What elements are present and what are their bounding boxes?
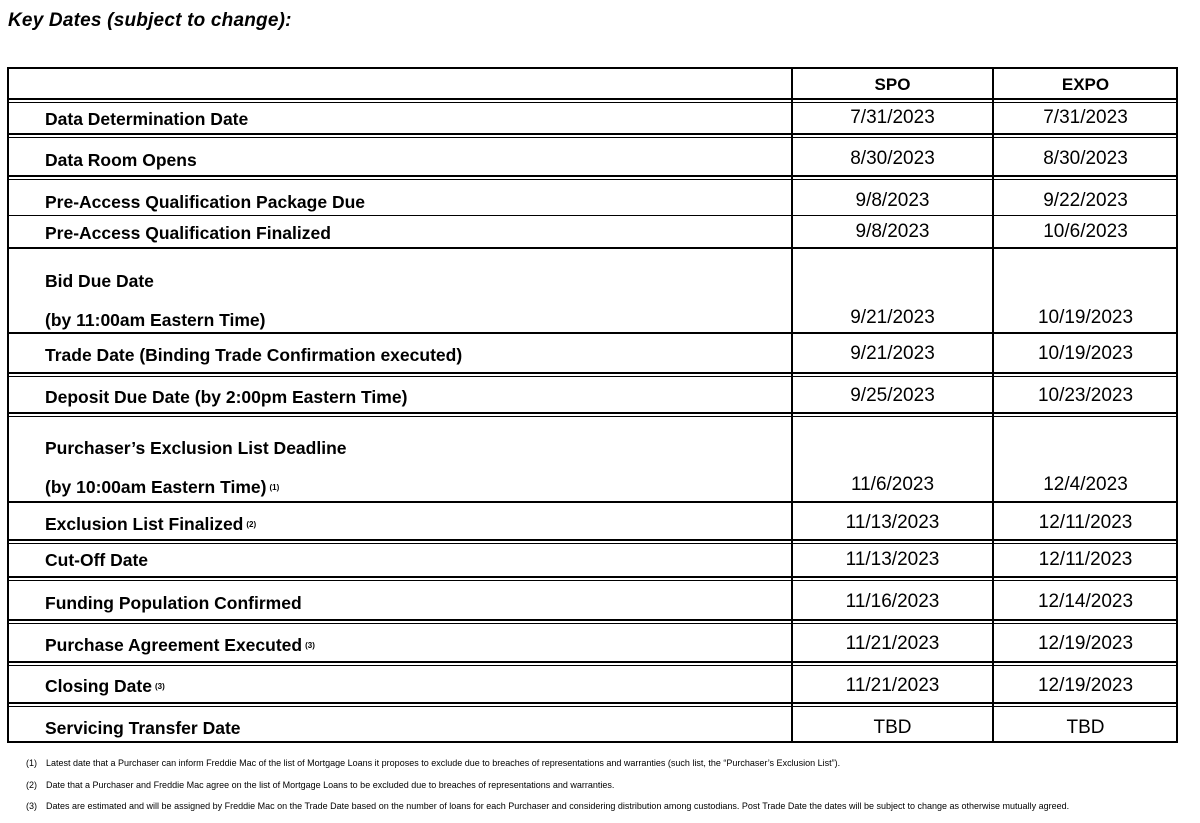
footnote-ref: (2) [246, 520, 257, 529]
row-divider [9, 539, 1176, 541]
row-divider [9, 247, 1176, 249]
footnote-ref: (3) [305, 641, 315, 650]
row-divider [9, 332, 1176, 334]
row-label: Cut-Off Date [45, 550, 149, 570]
row-divider [9, 376, 1176, 377]
column-header-spo: SPO [874, 75, 911, 94]
spo-date: 9/25/2023 [850, 385, 935, 406]
row-divider [9, 372, 1176, 374]
row-label: Purchaser’s Exclusion List Deadline [45, 438, 347, 458]
row-divider [9, 412, 1176, 414]
spo-date: 9/21/2023 [850, 307, 935, 328]
row-divider [9, 623, 1176, 624]
spo-date: 9/8/2023 [855, 190, 930, 211]
row-divider [9, 619, 1176, 621]
expo-date: 10/23/2023 [1037, 385, 1134, 406]
footnote-ref: (1) [269, 483, 280, 492]
expo-date: 12/11/2023 [1038, 549, 1133, 570]
row-label: Data Determination Date [45, 109, 249, 129]
row-divider [9, 661, 1176, 663]
expo-date: 12/4/2023 [1043, 474, 1128, 495]
row-label: Servicing Transfer Date [45, 718, 241, 738]
row-label: Funding Population Confirmed [45, 593, 302, 613]
footnote-2: (2) Date that a Purchaser and Freddie Mac agree on the list of Mortgage Loans to be excluded due to breaches of representations and warranties. [26, 780, 615, 790]
row-divider [9, 215, 1176, 216]
row-label: Deposit Due Date (by 2:00pm Eastern Time) [45, 387, 408, 407]
row-divider [9, 501, 1176, 503]
spo-date: 11/6/2023 [850, 474, 935, 495]
expo-date: TBD [1066, 717, 1105, 738]
row-divider [9, 665, 1176, 666]
footnote-ref: (3) [154, 682, 165, 691]
expo-date: 9/22/2023 [1043, 190, 1128, 211]
column-header-expo: EXPO [1061, 75, 1110, 94]
spo-date: 9/21/2023 [850, 343, 935, 364]
row-label: Pre-Access Qualification Finalized [45, 223, 331, 243]
row-divider [9, 175, 1176, 177]
row-label: Pre-Access Qualification Package Due [45, 192, 365, 212]
spo-date: 11/21/2023 [845, 633, 940, 654]
footnote-1: (1) Latest date that a Purchaser can inform Freddie Mac of the list of Mortgage Loans it proposes to exclude due to breaches of representations and warranties (such list, the “Purchaser’s Exclusion List”). [26, 758, 841, 768]
row-divider [9, 543, 1176, 544]
expo-date: 12/19/2023 [1037, 633, 1134, 654]
row-divider [9, 133, 1176, 135]
row-divider [9, 416, 1176, 417]
row-divider [9, 576, 1176, 578]
row-divider [9, 702, 1176, 704]
key-dates-table [7, 67, 1178, 743]
expo-date: 12/14/2023 [1037, 591, 1134, 612]
expo-date: 12/11/2023 [1038, 512, 1133, 533]
spo-date: TBD [873, 717, 912, 738]
row-label-sub: (by 11:00am Eastern Time) [45, 310, 266, 330]
row-divider [9, 137, 1176, 138]
row-label-sub: (by 10:00am Eastern Time) $^{(1)}$ [45, 477, 280, 497]
row-divider [9, 98, 1176, 100]
spo-date: 9/8/2023 [855, 221, 930, 242]
row-label: Bid Due Date [45, 271, 154, 291]
row-label: Closing Date $^{(3)}$ [45, 676, 165, 696]
row-label: Data Room Opens [45, 150, 197, 170]
spo-date: 11/13/2023 [845, 512, 940, 533]
spo-date: 11/13/2023 [845, 549, 940, 570]
footnote-3: (3) Dates are estimated and will be assigned by Freddie Mac on the Trade Date based on the number of loans for each Purchaser and considering distribution among custodians. Post Trade Date the dates will be subject to change as otherwise mutually agreed. [26, 801, 1070, 811]
row-label: Exclusion List Finalized $^{(2)}$ [45, 514, 257, 534]
row-divider [9, 179, 1176, 180]
row-divider [9, 580, 1176, 581]
expo-date: 10/6/2023 [1043, 221, 1128, 242]
spo-date: 8/30/2023 [850, 148, 935, 169]
spo-date: 11/21/2023 [845, 675, 940, 696]
row-label: Trade Date (Binding Trade Confirmation executed) [45, 345, 463, 365]
page-title: Key Dates (subject to change): [8, 10, 292, 31]
expo-date: 10/19/2023 [1037, 343, 1134, 364]
row-divider [9, 102, 1176, 103]
expo-date: 7/31/2023 [1043, 107, 1128, 128]
expo-date: 10/19/2023 [1037, 307, 1134, 328]
spo-date: 11/16/2023 [845, 591, 940, 612]
row-divider [9, 706, 1176, 707]
expo-date: 12/19/2023 [1037, 675, 1134, 696]
spo-date: 7/31/2023 [850, 107, 935, 128]
expo-date: 8/30/2023 [1043, 148, 1128, 169]
row-label: Purchase Agreement Executed $^{(3)}$ [45, 635, 315, 655]
